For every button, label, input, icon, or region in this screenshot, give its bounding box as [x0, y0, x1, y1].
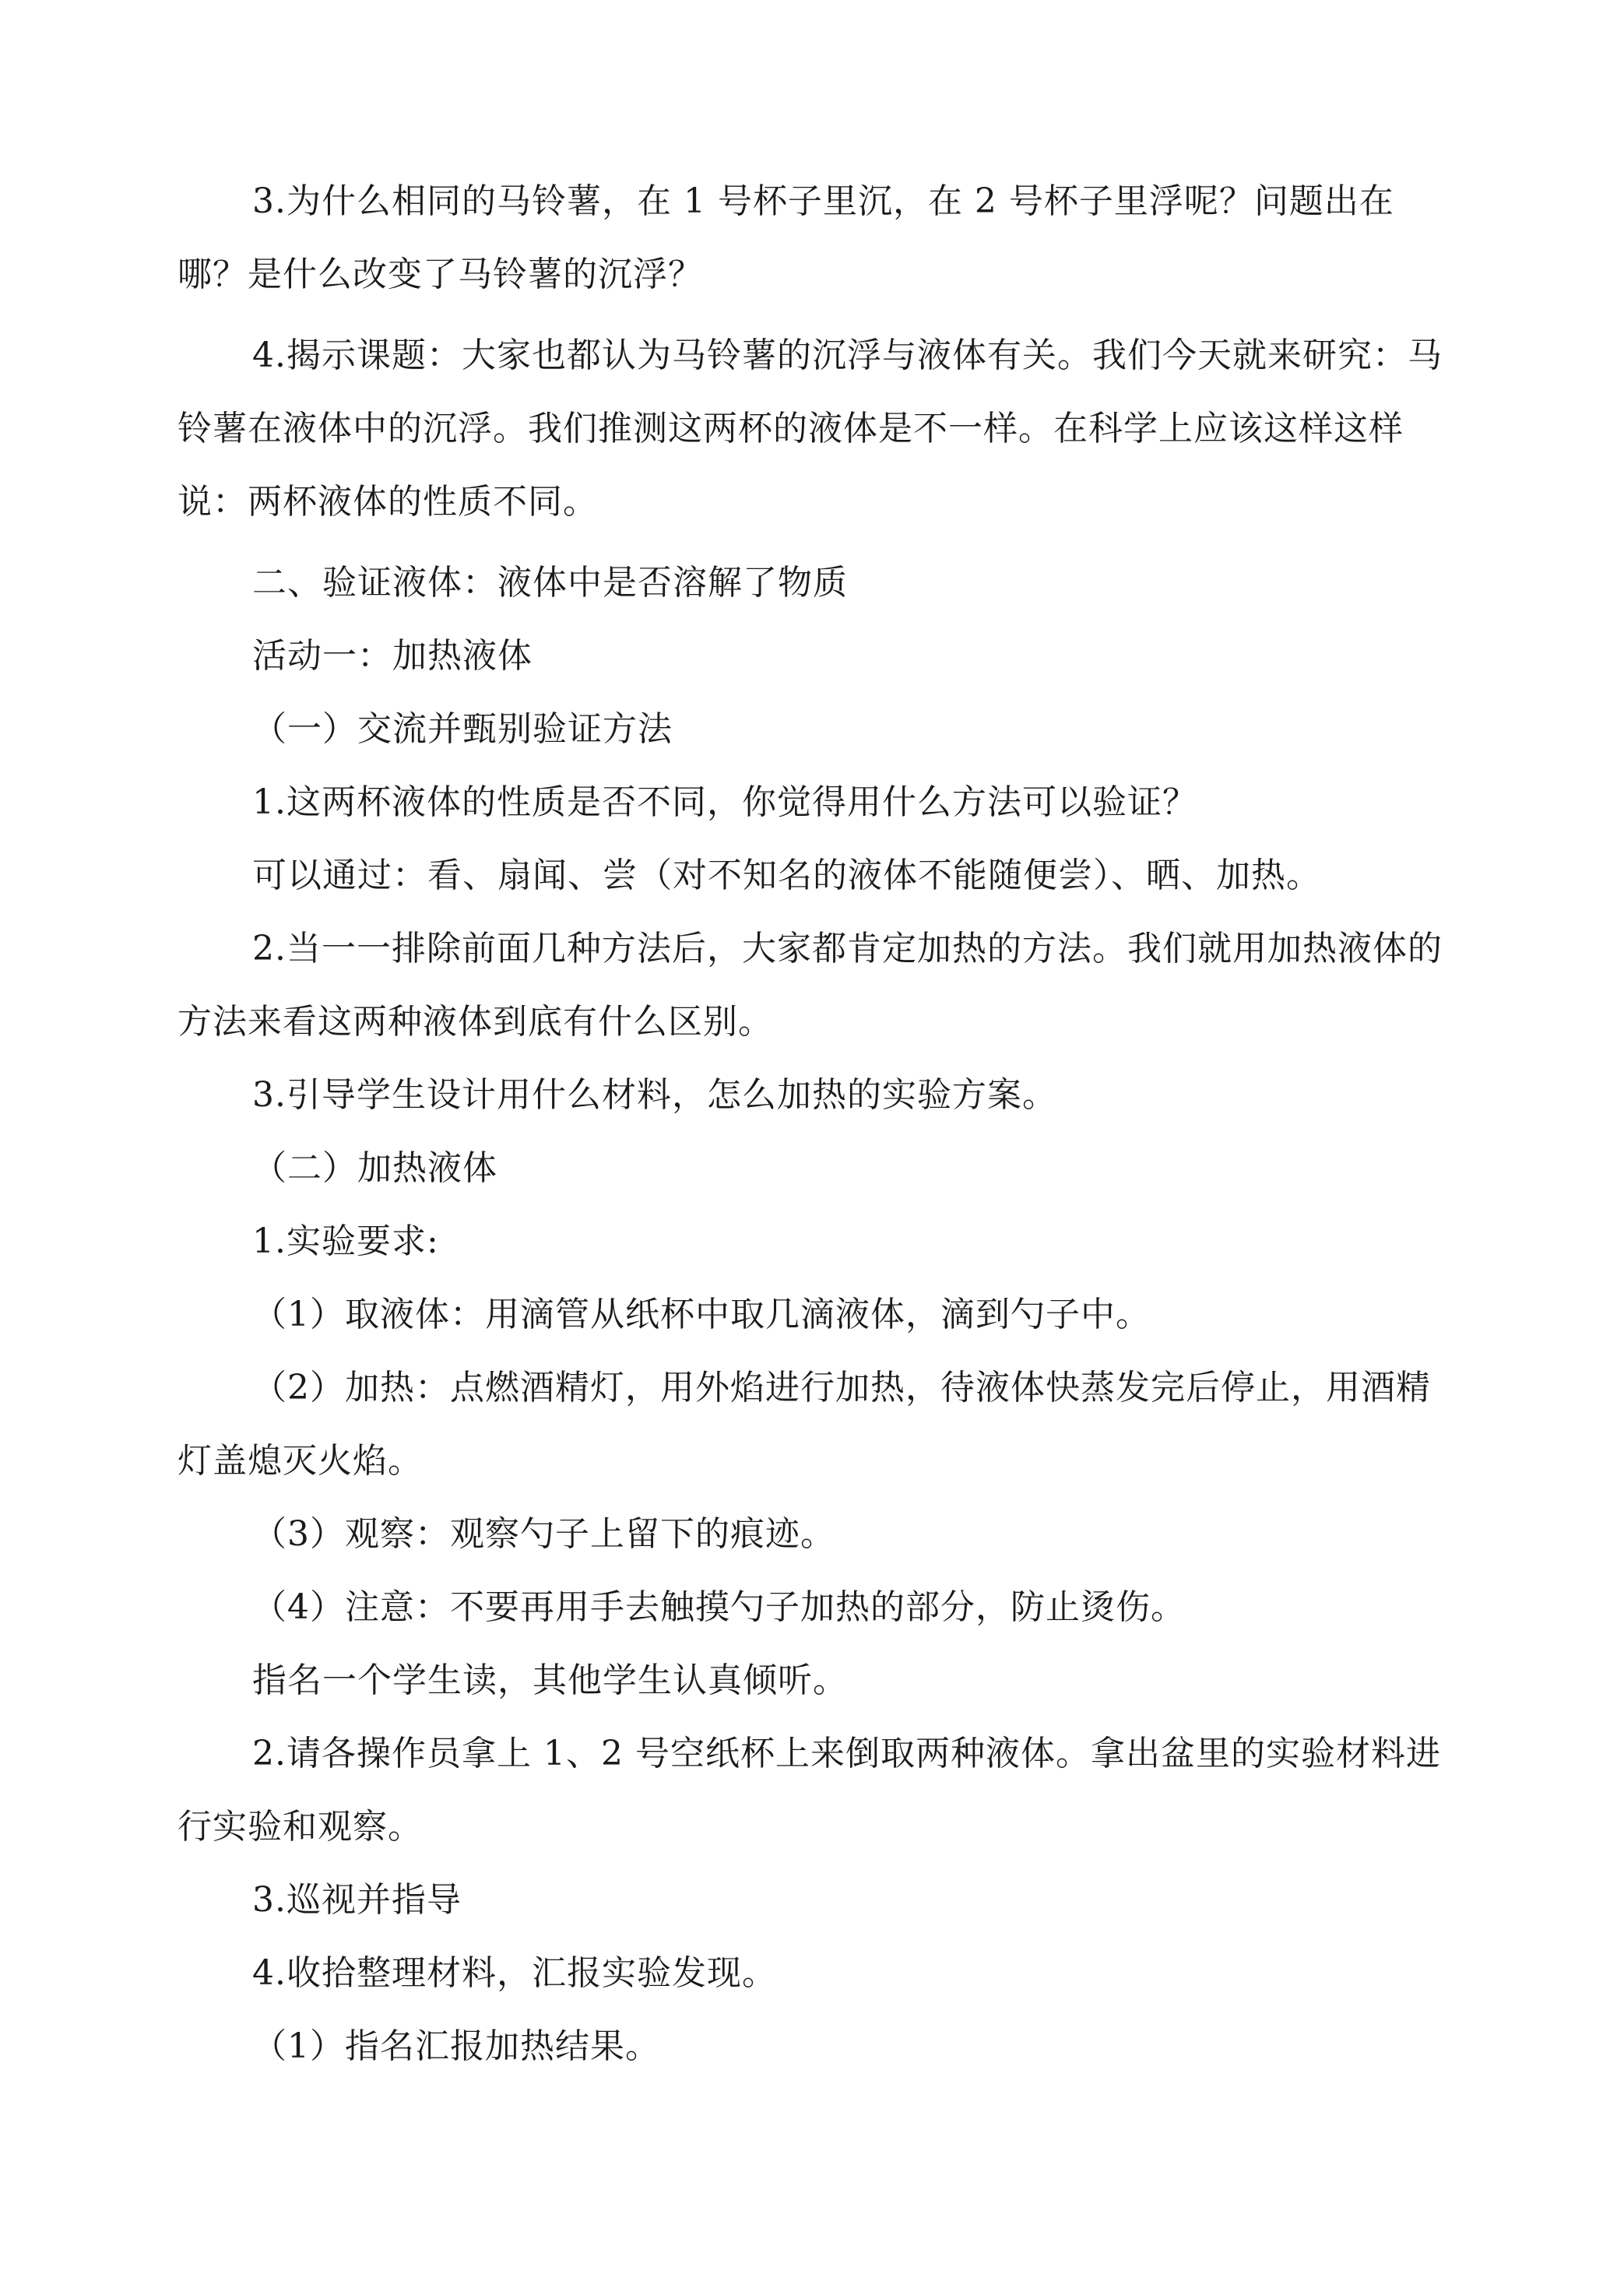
paragraph: 1.实验要求: [252, 1221, 439, 1261]
list-item: （1）取液体：用滴管从纸杯中取几滴液体，滴到勺子中。 [252, 1295, 1151, 1334]
activity-heading: 活动一：加热液体 [252, 636, 533, 676]
section-heading: 二、验证液体：液体中是否溶解了物质 [252, 563, 848, 603]
paragraph: 可以通过：看、扇闻、尝（对不知名的液体不能随便尝）、晒、加热。 [252, 856, 1321, 895]
paragraph: 3.引导学生设计用什么材料，怎么加热的实验方案。 [252, 1075, 1057, 1115]
subsection-heading: （二）加热液体 [252, 1148, 497, 1188]
paragraph: 4.揭示课题：大家也都认为马铃薯的沉浮与液体有关。我们今天就来研究：马铃薯在液体中的沉浮。我们推测这两杯的液体是不一样。在科学上应该这样这样说：两杯液体的性质不同。 [178, 336, 1443, 522]
document-body [178, 165, 1448, 2083]
paragraph: 指名一个学生读，其他学生认真倾听。 [252, 1661, 848, 1700]
paragraph: 3.为什么相同的马铃薯，在 1 号杯子里沉，在 2 号杯子里浮呢？问题出在哪？是什么改变了马铃薯的沉浮？ [178, 181, 1394, 294]
paragraph: 2.当一一排除前面几种方法后，大家都肯定加热的方法。我们就用加热液体的方法来看这两种液体到底有什么区别。 [178, 929, 1443, 1042]
list-item: （4）注意：不要再用手去触摸勺子加热的部分，防止烫伤。 [252, 1587, 1186, 1627]
list-item: （1）指名汇报加热结果。 [252, 2026, 660, 2066]
list-item: （3）观察：观察勺子上留下的痕迹。 [252, 1514, 835, 1554]
paragraph: 1.这两杯液体的性质是否不同，你觉得用什么方法可以验证？ [252, 782, 1197, 822]
list-item: （2）加热：点燃酒精灯，用外焰进行加热，待液体快蒸发完后停止，用酒精灯盖熄灭火焰。 [178, 1368, 1431, 1481]
subsection-heading: （一）交流并甄别验证方法 [252, 709, 673, 749]
paragraph: 2.请各操作员拿上 1、2 号空纸杯上来倒取两种液体。拿出盆里的实验材料进行实验和观察。 [178, 1734, 1441, 1847]
paragraph: 3.巡视并指导 [252, 1880, 462, 1920]
paragraph: 4.收拾整理材料，汇报实验发现。 [252, 1953, 777, 1993]
